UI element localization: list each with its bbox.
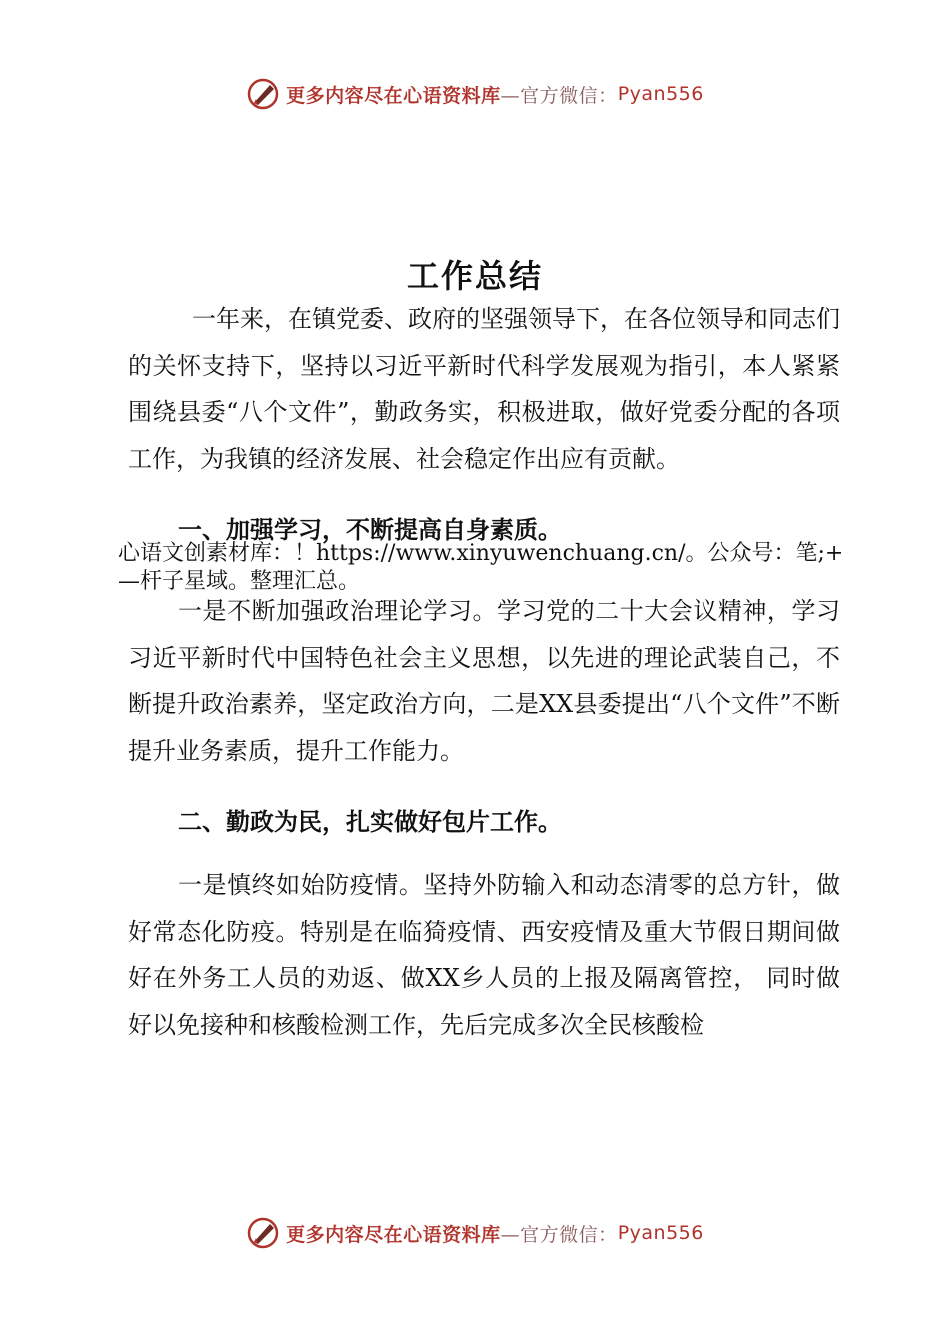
banner-lead-text: 更多内容尽在心语资料库 xyxy=(286,84,501,107)
intro-paragraph: 一年来，在镇党委、政府的坚强领导下，在各位领导和同志们的关怀支持下，坚持以习近平新时代科学发展观为指引，本人紧紧围绕县委“八个文件”，勤政务实，积极进取，做好党委分配的各项工作，为我镇的经济发展、社会稳定作出应有贡献。 xyxy=(128,305,840,473)
page-title: 工作总结 xyxy=(406,257,543,296)
header-banner xyxy=(0,74,950,114)
section1-heading: 一、加强学习，不断提高自身素质。 xyxy=(178,516,562,544)
banner-tail-text: —官方微信： xyxy=(500,1223,618,1246)
banner-wechat-id: Pyan556 xyxy=(617,1222,704,1244)
section2-paragraph: 一是慎终如始防疫情。坚持外防输入和动态清零的总方针，做好常态化防疫。特别是在临猗疫情、西安疫情及重大节假日期间做好在外务工人员的劝返、做XX乡人员的上报及隔离管控， 同时做好以免接种和核酸检测工作，先后完成多次全民核酸检 xyxy=(128,871,840,1039)
banner-tail-text: —官方微信： xyxy=(500,84,618,107)
section1-paragraph: 一是不断加强政治理论学习。学习党的二十大会议精神，学习习近平新时代中国特色社会主义思想，以先进的理论武装自己，不断提升政治素养，坚定政治方向，二是XX县委提出“八个文件”不断提升业务素质，提升工作能力。 xyxy=(128,597,840,765)
banner-wechat-id: Pyan556 xyxy=(617,83,704,105)
section2-heading: 二、勤政为民，扎实做好包片工作。 xyxy=(178,808,562,836)
source-note: 心语文创素材库：！https://www.xinyuwenchuang.cn/。公众号：笔;+—杆子星域。整理汇总。 xyxy=(118,541,844,594)
pen-logo-icon xyxy=(246,1216,280,1250)
footer-banner xyxy=(0,1213,950,1253)
pen-logo-icon xyxy=(246,77,280,111)
banner-lead-text: 更多内容尽在心语资料库 xyxy=(286,1223,501,1246)
